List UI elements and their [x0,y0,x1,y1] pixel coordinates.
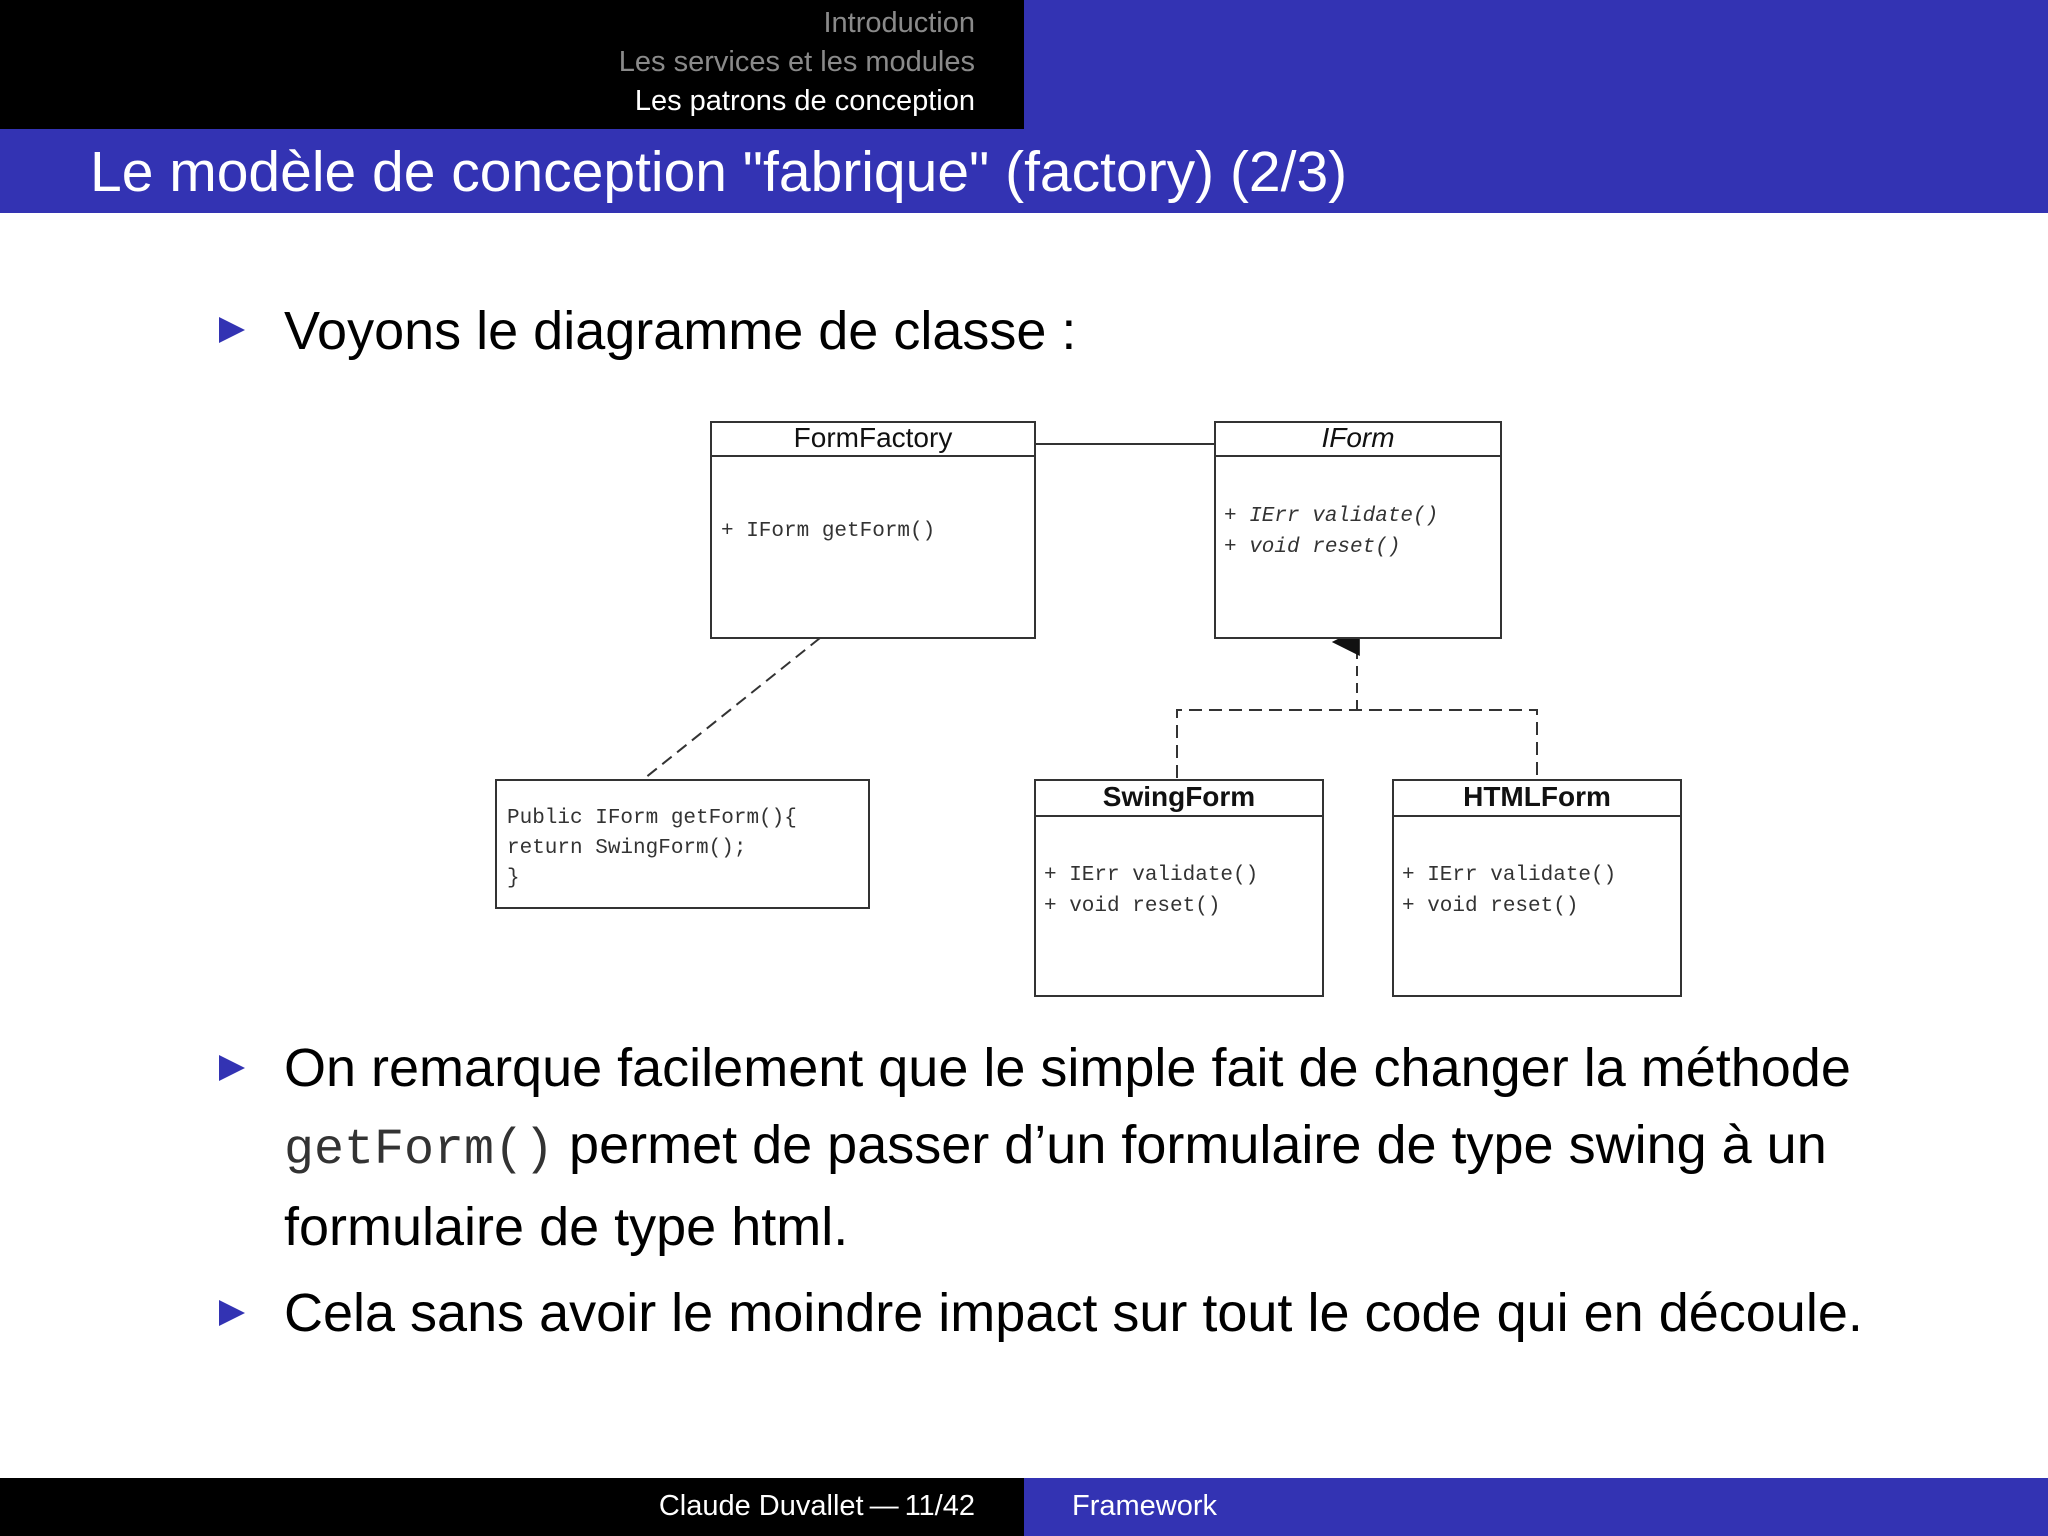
interface-method: + IErr validate() [1224,505,1439,528]
footer-author-page [659,1490,975,1523]
slide-title: Le modèle de conception "fabrique" (factory) (2/3) [90,140,1348,204]
footer-author: Claude Duvallet [658,1490,864,1522]
code-note [496,780,869,908]
footer-talk-title: Framework [1072,1490,1218,1522]
class-htmlform [1393,780,1681,996]
nav-section-introduction[interactable]: Introduction [823,7,975,39]
class-formfactory [711,422,1035,638]
interface-iform [1215,422,1501,638]
class-method: + void reset() [1402,895,1579,918]
note-line: return SwingForm(); [507,837,747,860]
header-accent-panel [1024,0,2048,129]
title-bar [0,129,2048,213]
note-link-line [645,638,820,778]
class-name: HTMLForm [1463,781,1611,812]
bullet-text: Cela sans avoir le moindre impact sur tout le code qui en découle. [284,1283,1863,1343]
interface-name: IForm [1321,422,1395,453]
class-method: + IErr validate() [1402,864,1617,887]
bullet-triangle-icon [219,317,245,343]
realization-branch-line [1177,710,1537,778]
footer-separator: — [869,1490,899,1522]
bullet-item-3 [219,1275,1939,1355]
inline-code: getForm() [284,1122,555,1179]
note-line: } [507,867,520,890]
class-swingform [1035,780,1323,996]
uml-class-diagram [480,410,1700,1010]
bullet-text: Voyons le diagramme de classe : [284,301,1077,361]
note-line: Public IForm getForm(){ [507,807,797,830]
class-method: + void reset() [1044,895,1221,918]
bullet-triangle-icon [219,1055,245,1081]
class-method: + IForm getForm() [721,520,936,543]
bullet-item-1 [219,293,1939,373]
interface-method: + void reset() [1224,536,1401,559]
bullet-text [284,1030,1924,1266]
bullet-item-2 [219,1030,1939,1270]
class-name: SwingForm [1102,781,1256,812]
class-method: + IErr validate() [1044,864,1259,887]
bullet-triangle-icon [219,1300,245,1326]
class-name: FormFactory [793,422,953,453]
footer-page-number: 11/42 [904,1490,975,1522]
bullet-text-part: On remarque facilement que le simple fait de changer la méthode [284,1038,1851,1098]
bullet-text-part: permet de passer d’un formulaire de type swing à un formulaire de type html. [284,1115,1827,1257]
nav-section-design-patterns[interactable]: Les patrons de conception [634,85,975,117]
nav-section-services-modules[interactable]: Les services et les modules [618,46,975,78]
